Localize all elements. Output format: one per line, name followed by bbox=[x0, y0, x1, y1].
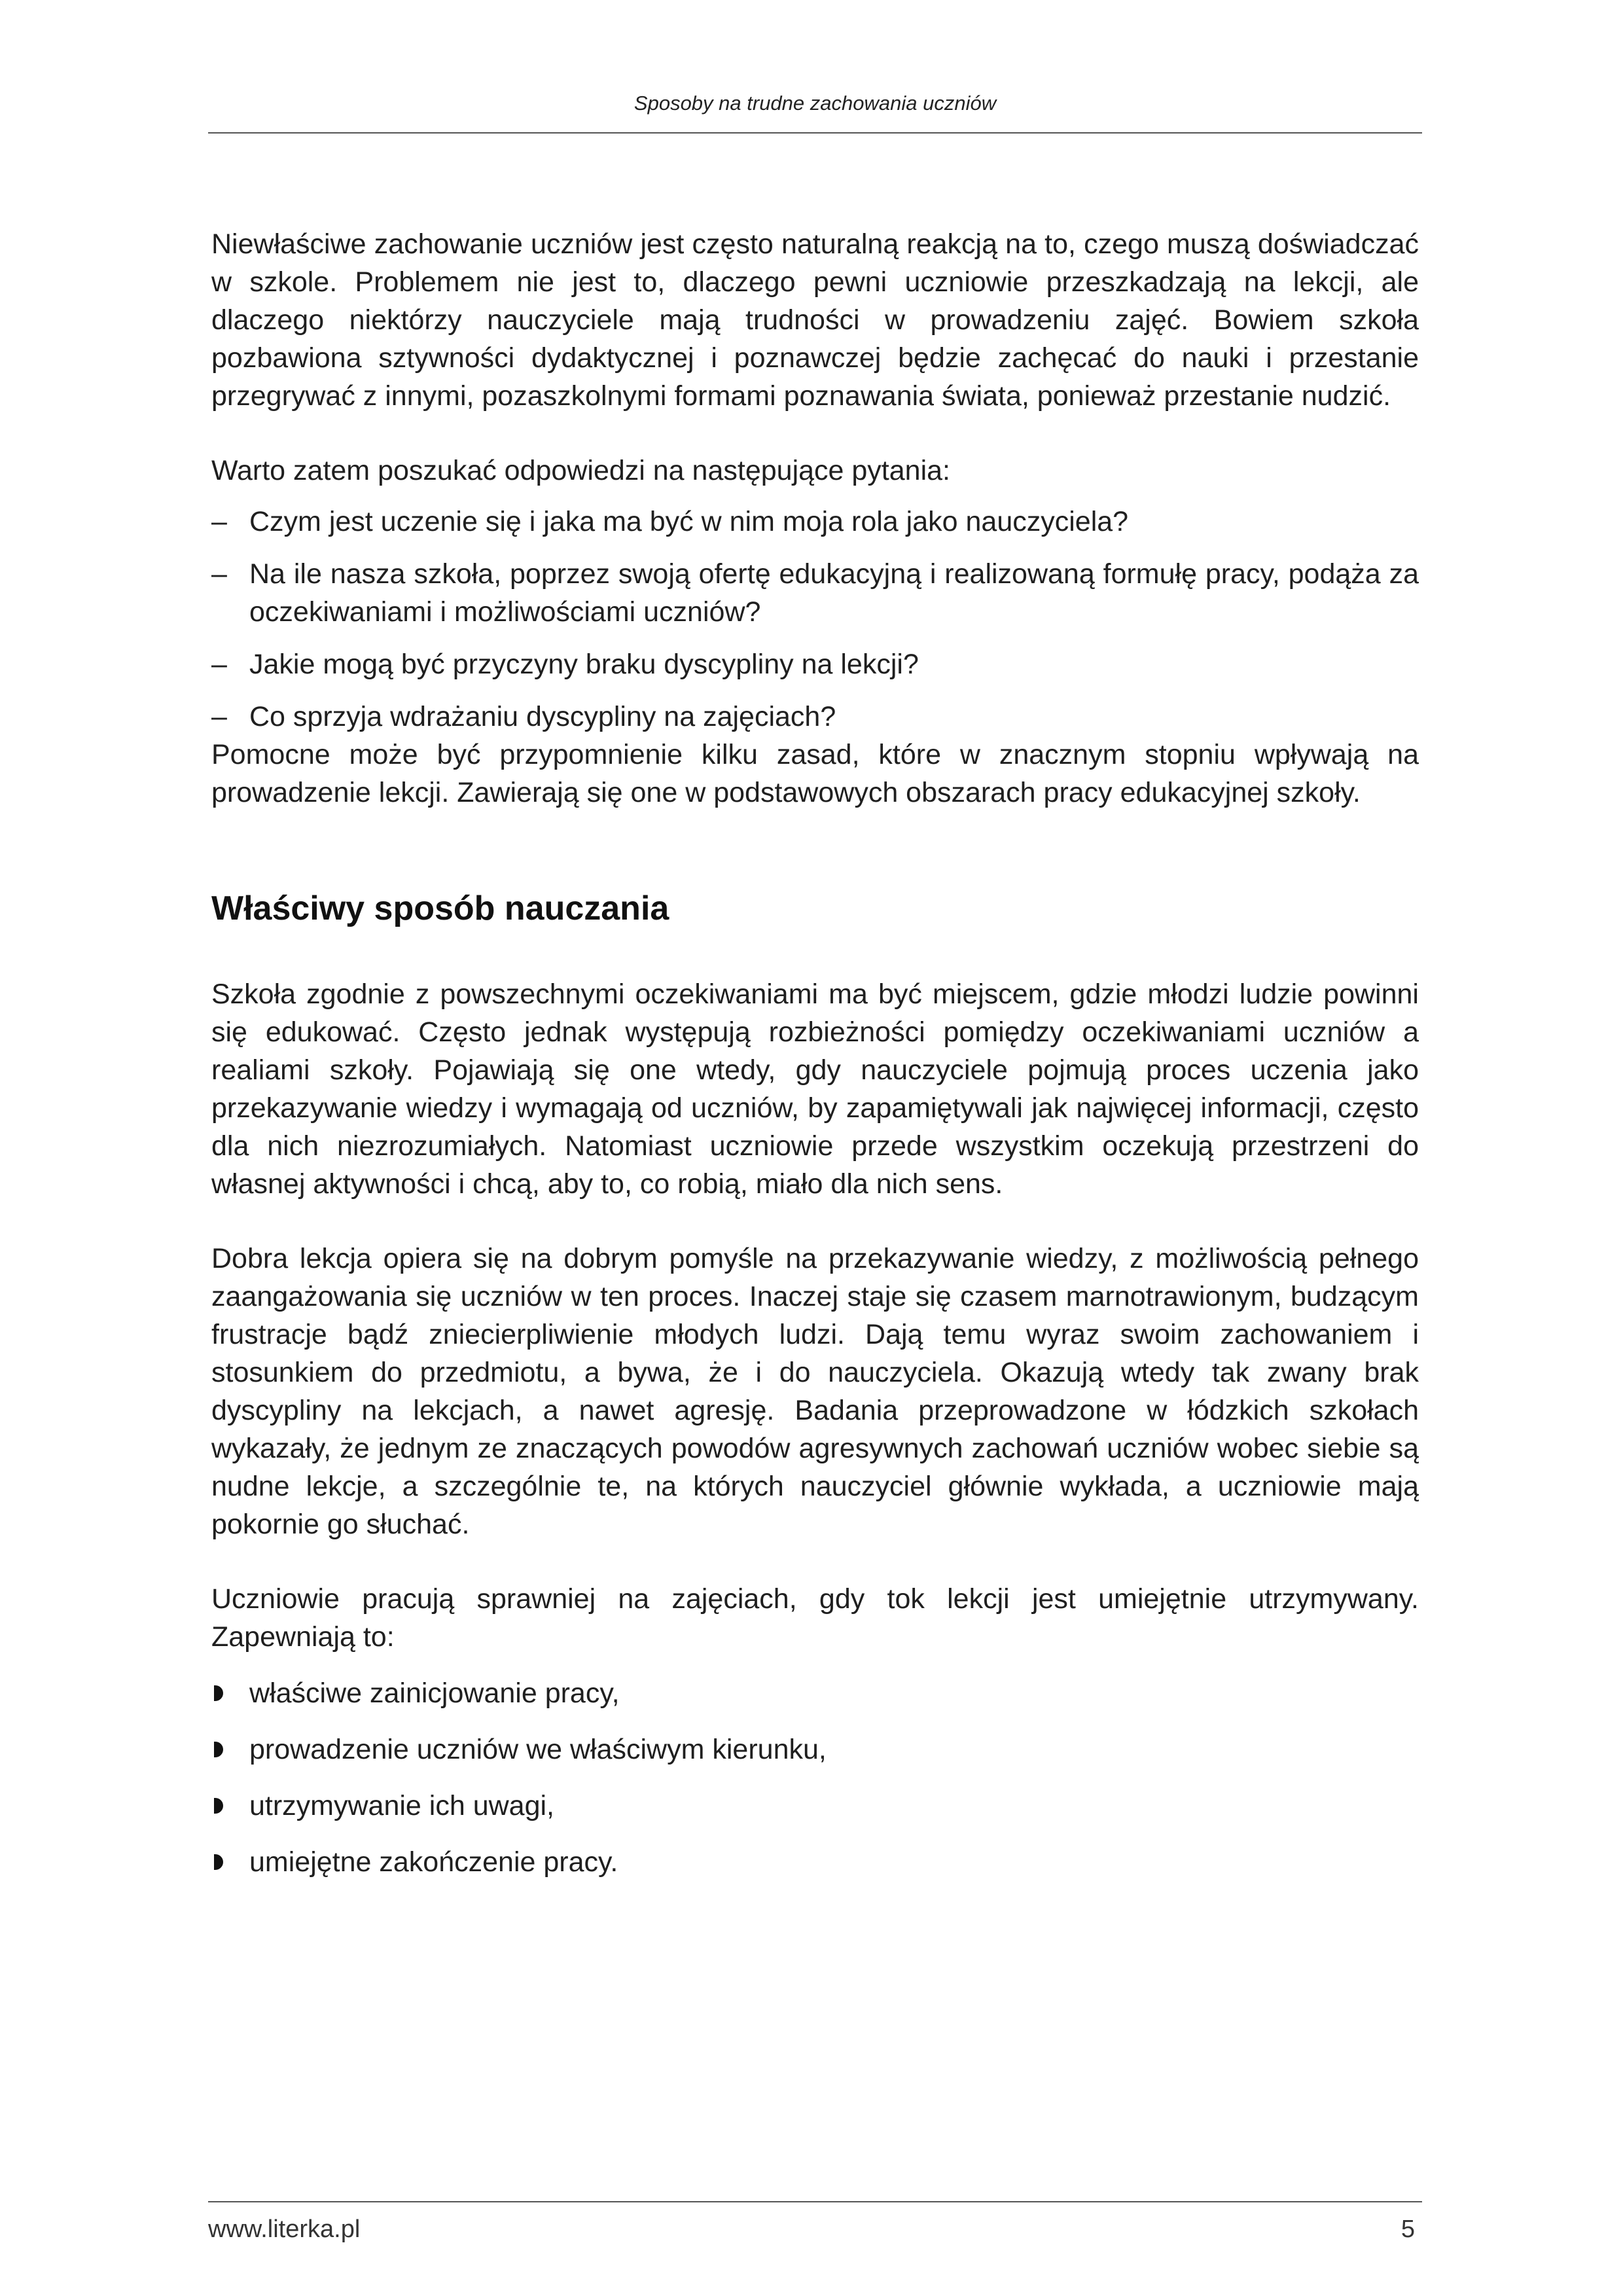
list-item: właściwe zainicjowanie pracy, bbox=[211, 1674, 1419, 1712]
section-paragraph: Szkoła zgodnie z powszechnymi oczekiwaniami ma być miejscem, gdzie młodzi ludzie powinni się edukować. Często jednak występują rozbieżności pomiędzy oczekiwaniami uczniów a realiami szkoły. Pojawiają się one wtedy, gdy nauczyciele pojmują proces uczenia jako przekazywanie wiedzy i wymagają od uczniów, by zapamiętywali jak najwięcej informacji, często dla nich niezrozumiałych. Natomiast uczniowie przede wszystkim oczekują przestrzeni do własnej aktywności i chcą, aby to, co robią, miało dla nich sens. bbox=[211, 978, 1419, 1200]
bullet-icon bbox=[214, 1798, 223, 1814]
running-header: Sposoby na trudne zachowania uczniów bbox=[633, 92, 997, 115]
bullet-list bbox=[211, 1674, 1419, 1881]
list-item: – Czym jest uczenie się i jaka ma być w nim moja rola jako nauczyciela? bbox=[211, 503, 1419, 541]
dash-marker: – bbox=[211, 506, 227, 537]
section-paragraph: Dobra lekcja opiera się na dobrym pomyśle na przekazywanie wiedzy, z możliwością pełnego zaangażowania się uczniów w ten proces. Inaczej staje się czasem marnotrawionym, budzącym frustracje bądź zniecierpliwienie młodych ludzi. Dają temu wyraz swoim zachowaniem i stosunkiem do przedmiotu, a bywa, że i do nauczyciela. Okazują wtedy tak zwany brak dyscypliny na lekcjach, a nawet agresję. Badania przeprowadzone w łódzkich szkołach wykazały, że jednym ze znaczących powodów agresywnych zachowań uczniów wobec siebie są nudne lekcje, a szczególnie te, na których nauczyciel głównie wykłada, a uczniowie mają pokornie go słuchać. bbox=[211, 1243, 1419, 1540]
questions-list bbox=[211, 503, 1419, 736]
list-item: – Co sprzyja wdrażaniu dyscypliny na zajęciach? bbox=[211, 698, 1419, 736]
dash-marker: – bbox=[211, 558, 227, 590]
section-heading: Właściwy sposób nauczania bbox=[211, 889, 669, 927]
dash-marker: – bbox=[211, 649, 227, 680]
page-number: 5 bbox=[1400, 2215, 1415, 2243]
principles-paragraph: Pomocne może być przypomnienie kilku zasad, które w znacznym stopniu wpływają na prowadzenie lekcji. Zawierają się one w podstawowych obszarach pracy edukacyjnej szkoły. bbox=[211, 739, 1419, 808]
header-rule bbox=[208, 132, 1422, 134]
list-item: prowadzenie uczniów we właściwym kierunku, bbox=[211, 1731, 1419, 1768]
section-paragraph: Uczniowie pracują sprawniej na zajęciach, gdy tok lekcji jest umiejętnie utrzymywany. Zapewniają to: bbox=[211, 1583, 1419, 1653]
bullet-icon bbox=[214, 1742, 223, 1757]
questions-lead: Warto zatem poszukać odpowiedzi na następujące pytania: bbox=[211, 455, 951, 486]
page-body bbox=[211, 225, 1419, 1899]
bullet-icon bbox=[214, 1685, 223, 1701]
list-item: utrzymywanie ich uwagi, bbox=[211, 1787, 1419, 1825]
bullet-icon bbox=[214, 1854, 223, 1870]
list-item: – Na ile nasza szkoła, poprzez swoją ofertę edukacyjną i realizowaną formułę pracy, podąża za oczekiwaniami i możliwościami uczniów? bbox=[211, 555, 1419, 631]
footer-rule bbox=[208, 2201, 1422, 2202]
list-item: umiejętne zakończenie pracy. bbox=[211, 1843, 1419, 1881]
dash-marker: – bbox=[211, 701, 227, 732]
list-item: – Jakie mogą być przyczyny braku dyscypliny na lekcji? bbox=[211, 645, 1419, 683]
footer-url: www.literka.pl bbox=[208, 2215, 361, 2243]
intro-paragraph: Niewłaściwe zachowanie uczniów jest często naturalną reakcją na to, czego muszą doświadczać w szkole. Problemem nie jest to, dlaczego pewni uczniowie przeszkadzają na lekcji, ale dlaczego niektórzy nauczyciele mają trudności w prowadzeniu zajęć. Bowiem szkoła pozbawiona sztywności dydaktycznej i poznawczej będzie zachęcać do nauki i przestanie przegrywać z innymi, pozaszkolnymi formami poznawania świata, ponieważ przestanie nudzić. bbox=[211, 228, 1419, 412]
